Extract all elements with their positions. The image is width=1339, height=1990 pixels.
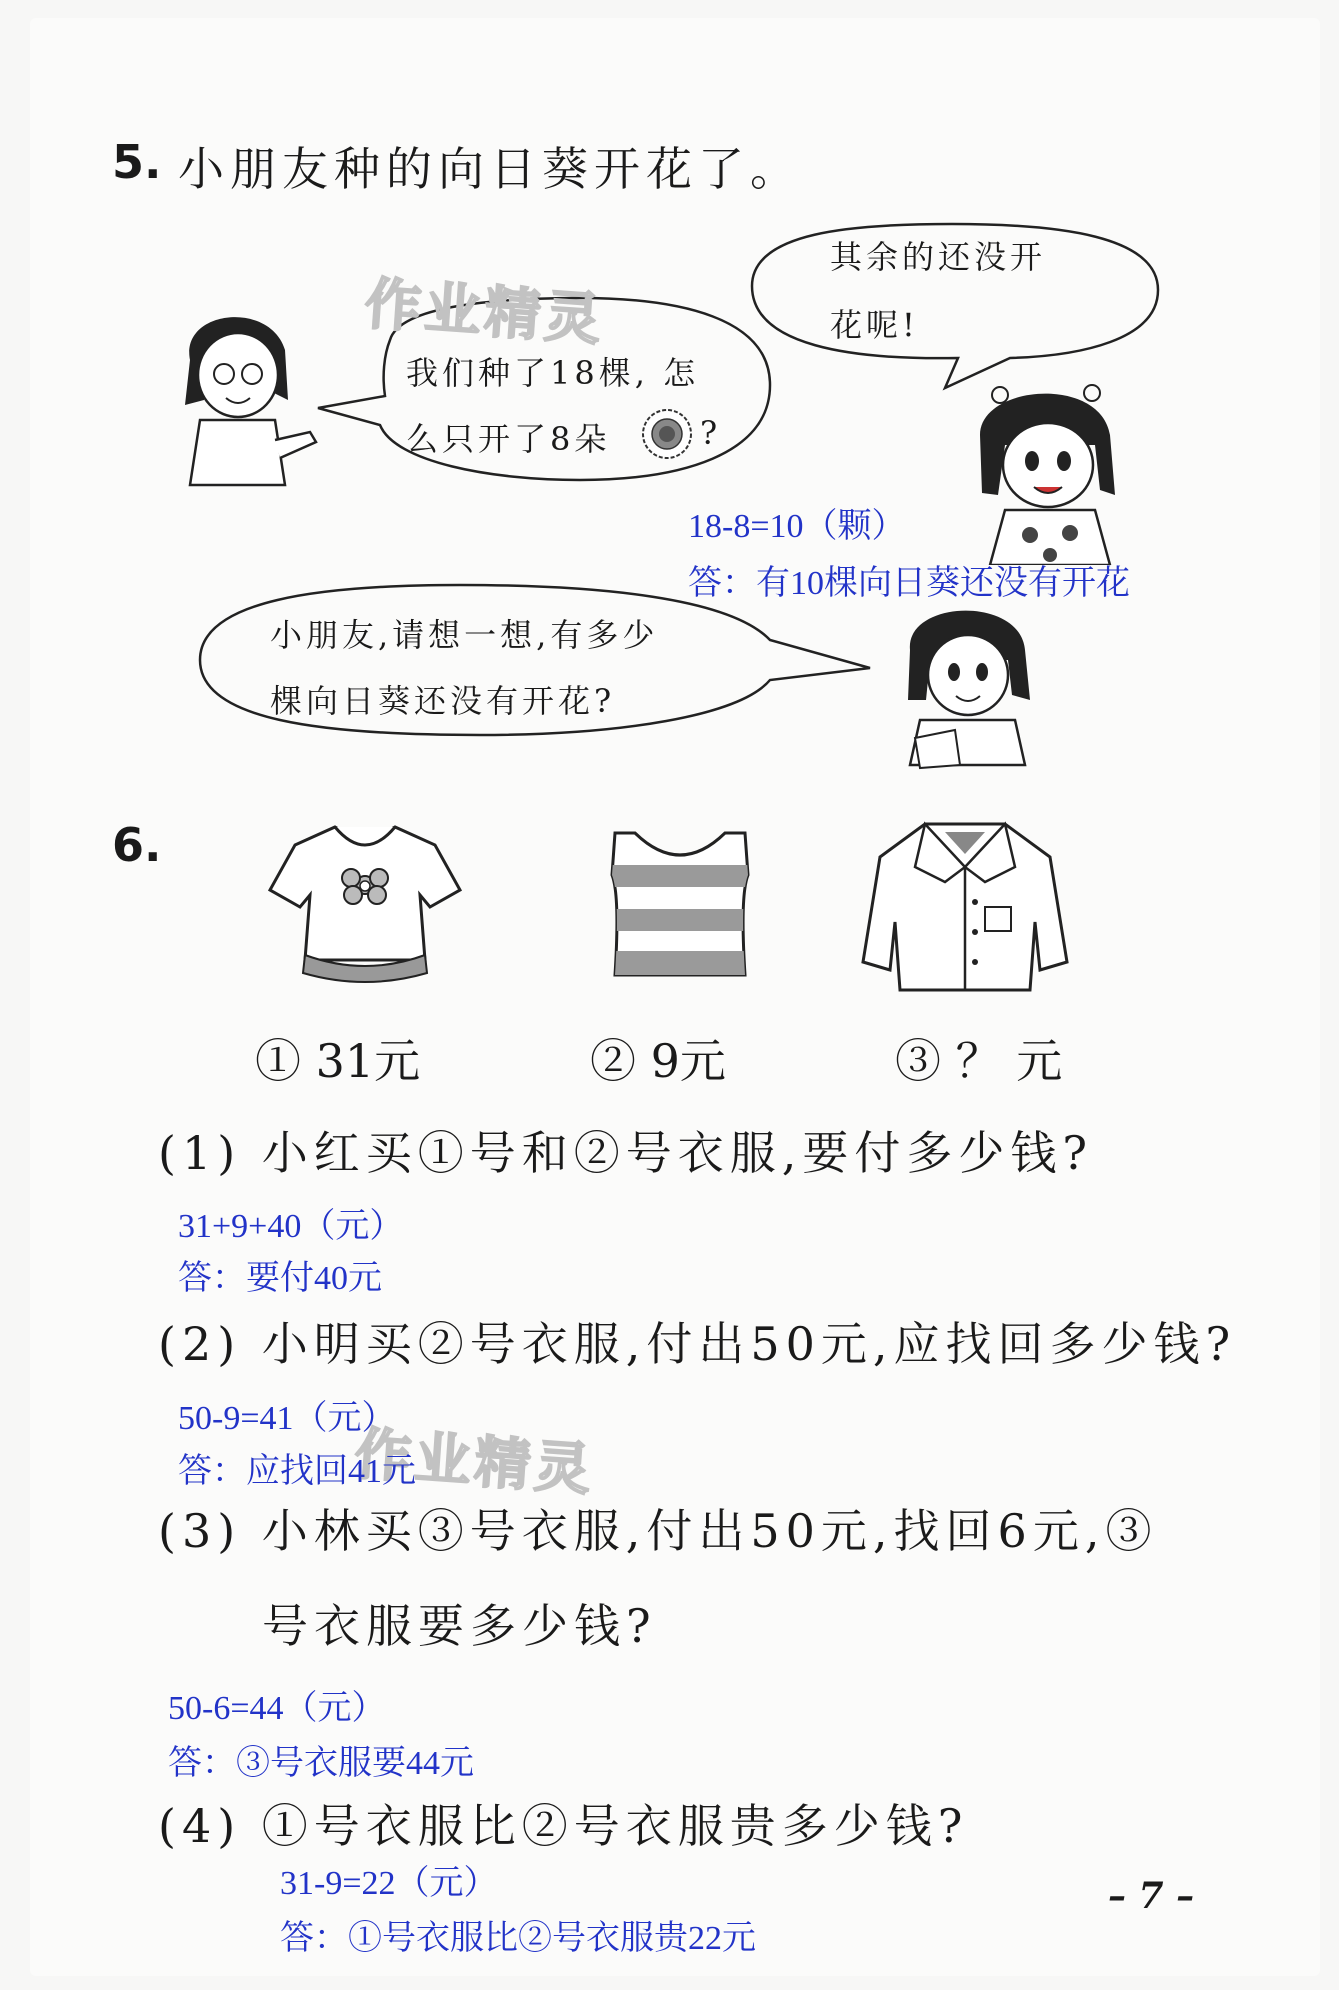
left-bubble-line-1: 我们种了18棵, 怎 bbox=[406, 354, 700, 392]
q6-part-2-statement: 答：应找回41元 bbox=[178, 1453, 416, 1490]
bottom-bubble-line-1: 小朋友,请想一想,有多少 bbox=[270, 616, 659, 654]
right-bubble-line-2: 花呢! bbox=[830, 306, 919, 344]
q6-part-3-equation: 50-6=44（元） bbox=[168, 1690, 386, 1727]
watermark-middle: 作业精灵 bbox=[352, 1421, 597, 1504]
bottom-bubble-line-2: 棵向日葵还没有开花? bbox=[270, 682, 616, 720]
sunflower-icon bbox=[640, 407, 694, 461]
q6-part-3-question-line-2: 号衣服要多少钱? bbox=[262, 1599, 657, 1653]
left-bubble-question-mark: ? bbox=[700, 414, 722, 452]
q6-part-3-statement: 答：③号衣服要44元 bbox=[168, 1745, 474, 1782]
page-number: – 7 – bbox=[1108, 1875, 1195, 1917]
striped-vest-illustration bbox=[590, 825, 770, 995]
q6-part-4-question: (4) ①号衣服比②号衣服贵多少钱? bbox=[158, 1799, 969, 1853]
q6-part-2-question: (2) 小明买②号衣服,付出50元,应找回多少钱? bbox=[158, 1317, 1237, 1371]
question-5-title: 小朋友种的向日葵开花了。 bbox=[178, 142, 802, 196]
q6-part-1-equation: 31+9+40（元） bbox=[178, 1208, 404, 1245]
jacket-illustration bbox=[855, 812, 1075, 992]
girl-with-pigtails-illustration bbox=[960, 375, 1130, 565]
question-6-number: 6. bbox=[112, 818, 162, 872]
watermark-top: 作业精灵 bbox=[362, 271, 607, 354]
q6-part-2-equation: 50-9=41（元） bbox=[178, 1400, 396, 1437]
q6-part-1-question: (1) 小红买①号和②号衣服,要付多少钱? bbox=[158, 1126, 1094, 1180]
left-bubble-line-2: 么只开了8朵 bbox=[406, 420, 611, 458]
dress-illustration bbox=[255, 815, 475, 985]
q6-part-3-question-line-1: (3) 小林买③号衣服,付出50元,找回6元,③ bbox=[158, 1504, 1158, 1558]
girl-reading-illustration bbox=[890, 590, 1040, 770]
price-item-1: ① 31元 bbox=[255, 1034, 421, 1088]
q6-part-1-statement: 答：要付40元 bbox=[178, 1260, 382, 1297]
q6-part-4-equation: 31-9=22（元） bbox=[280, 1865, 498, 1902]
question-5-number: 5. bbox=[112, 135, 162, 189]
q5-answer-statement: 答：有10棵向日葵还没有开花 bbox=[688, 565, 1130, 602]
right-bubble-line-1: 其余的还没开 bbox=[830, 238, 1047, 276]
q5-answer-equation: 18-8=10（颗） bbox=[688, 508, 906, 545]
q6-part-4-statement: 答：①号衣服比②号衣服贵22元 bbox=[280, 1920, 756, 1957]
price-item-2: ② 9元 bbox=[590, 1034, 726, 1088]
girl-with-glasses-illustration bbox=[160, 290, 320, 500]
price-item-3: ③ ？ 元 bbox=[895, 1034, 1063, 1088]
